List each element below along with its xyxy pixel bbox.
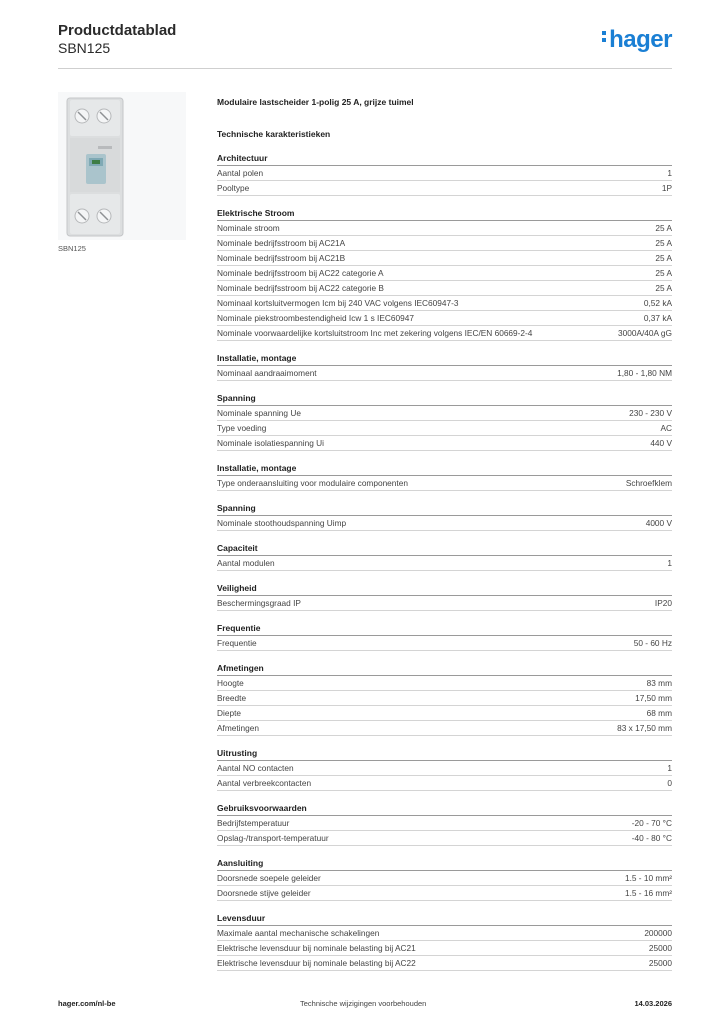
product-description: Modulaire lastscheider 1-polig 25 A, grijze tuimel — [217, 97, 414, 107]
spec-value: 3000A/40A gG — [618, 328, 672, 338]
spec-label: Hoogte — [217, 678, 244, 688]
spec-row — [217, 871, 672, 886]
spec-value: 1 — [667, 558, 672, 568]
spec-value: -40 - 80 °C — [631, 833, 672, 843]
section-title: Architectuur — [217, 153, 672, 166]
spec-row — [217, 516, 672, 531]
spec-row — [217, 691, 672, 706]
spec-value: -20 - 70 °C — [631, 818, 672, 828]
spec-content — [217, 97, 672, 971]
spec-section — [217, 463, 672, 491]
spec-label: Nominale bedrijfsstroom bij AC22 categorie B — [217, 283, 384, 293]
spec-value: 0,52 kA — [643, 298, 672, 308]
spec-value: 0 — [667, 778, 672, 788]
circuit-breaker-icon — [58, 92, 186, 240]
spec-row — [217, 421, 672, 436]
spec-row — [217, 776, 672, 791]
spec-row — [217, 886, 672, 901]
spec-label: Aantal verbreekcontacten — [217, 778, 312, 788]
tech-characteristics-heading: Technische karakteristieken — [217, 129, 331, 139]
spec-value: 25 A — [655, 268, 672, 278]
spec-value: 0,37 kA — [643, 313, 672, 323]
section-title: Gebruiksvoorwaarden — [217, 803, 672, 816]
spec-value: 25 A — [655, 253, 672, 263]
hager-logo[interactable] — [602, 26, 672, 54]
page-title: Productdatablad — [58, 22, 177, 39]
spec-row — [217, 251, 672, 266]
spec-row — [217, 556, 672, 571]
spec-value: 4000 V — [645, 518, 672, 528]
spec-sections — [217, 153, 672, 971]
spec-row — [217, 366, 672, 381]
spec-section — [217, 543, 672, 571]
section-title: Spanning — [217, 393, 672, 406]
spec-label: Nominale isolatiespanning Ui — [217, 438, 324, 448]
spec-row — [217, 676, 672, 691]
spec-row — [217, 926, 672, 941]
spec-label: Aantal modulen — [217, 558, 275, 568]
spec-row — [217, 721, 672, 736]
product-code: SBN125 — [58, 40, 111, 56]
spec-value: 200000 — [644, 928, 672, 938]
product-image — [58, 92, 186, 240]
spec-label: Frequentie — [217, 638, 257, 648]
spec-value: 1P — [661, 183, 672, 193]
header-divider — [58, 68, 672, 69]
footer-date: 14.03.2026 — [634, 999, 672, 1008]
section-title: Afmetingen — [217, 663, 672, 676]
spec-label: Nominale bedrijfsstroom bij AC21A — [217, 238, 346, 248]
spec-value: 68 mm — [646, 708, 672, 718]
spec-row — [217, 221, 672, 236]
spec-label: Nominale bedrijfsstroom bij AC21B — [217, 253, 346, 263]
product-image-caption: SBN125 — [58, 244, 86, 253]
spec-row — [217, 166, 672, 181]
spec-section — [217, 663, 672, 736]
spec-value: 25 A — [655, 283, 672, 293]
spec-value: 1.5 - 10 mm² — [624, 873, 672, 883]
spec-label: Doorsnede stijve geleider — [217, 888, 311, 898]
spec-value: 83 x 17,50 mm — [617, 723, 672, 733]
section-title: Elektrische Stroom — [217, 208, 672, 221]
spec-label: Nominale stroom — [217, 223, 280, 233]
footer-disclaimer: Technische wijzigingen voorbehouden — [300, 999, 427, 1008]
spec-row — [217, 296, 672, 311]
spec-label: Breedte — [217, 693, 247, 703]
spec-value: 1 — [667, 168, 672, 178]
spec-label: Elektrische levensduur bij nominale belasting bij AC22 — [217, 958, 416, 968]
spec-label: Nominaal aandraaimoment — [217, 368, 317, 378]
spec-label: Beschermingsgraad IP — [217, 598, 301, 608]
section-title: Installatie, montage — [217, 353, 672, 366]
section-title: Capaciteit — [217, 543, 672, 556]
logo-dots-icon — [602, 28, 607, 45]
spec-row — [217, 596, 672, 611]
spec-section — [217, 858, 672, 901]
spec-label: Nominale bedrijfsstroom bij AC22 categorie A — [217, 268, 384, 278]
spec-value: 1,80 - 1,80 NM — [617, 368, 672, 378]
spec-row — [217, 406, 672, 421]
footer-website-link[interactable]: hager.com/nl-be — [58, 999, 116, 1008]
spec-row — [217, 706, 672, 721]
spec-row — [217, 476, 672, 491]
spec-value: 83 mm — [646, 678, 672, 688]
spec-row — [217, 636, 672, 651]
spec-row — [217, 816, 672, 831]
spec-label: Nominale voorwaardelijke kortsluitstroom Inc met zekering volgens IEC/EN 60669-2-4 — [217, 328, 533, 338]
spec-value: 25000 — [648, 958, 672, 968]
spec-section — [217, 353, 672, 381]
spec-value: 1.5 - 16 mm² — [624, 888, 672, 898]
spec-label: Nominaal kortsluitvermogen Icm bij 240 VAC volgens IEC60947-3 — [217, 298, 459, 308]
spec-row — [217, 326, 672, 341]
spec-section — [217, 208, 672, 341]
spec-label: Afmetingen — [217, 723, 259, 733]
spec-label: Aantal NO contacten — [217, 763, 294, 773]
spec-value: 17,50 mm — [635, 693, 672, 703]
spec-row — [217, 436, 672, 451]
spec-value: 25 A — [655, 238, 672, 248]
spec-label: Maximale aantal mechanische schakelingen — [217, 928, 380, 938]
spec-row — [217, 831, 672, 846]
spec-label: Nominale spanning Ue — [217, 408, 301, 418]
spec-section — [217, 913, 672, 971]
section-title: Veiligheid — [217, 583, 672, 596]
spec-value: 50 - 60 Hz — [633, 638, 672, 648]
spec-value: 25000 — [648, 943, 672, 953]
spec-value: 440 V — [650, 438, 672, 448]
spec-row — [217, 941, 672, 956]
spec-section — [217, 503, 672, 531]
section-title: Levensduur — [217, 913, 672, 926]
spec-section — [217, 748, 672, 791]
spec-label: Pooltype — [217, 183, 250, 193]
spec-label: Elektrische levensduur bij nominale belasting bij AC21 — [217, 943, 416, 953]
spec-value: 230 - 230 V — [629, 408, 672, 418]
section-title: Aansluiting — [217, 858, 672, 871]
spec-label: Type voeding — [217, 423, 267, 433]
spec-row — [217, 956, 672, 971]
spec-value: AC — [660, 423, 672, 433]
spec-label: Opslag-/transport-temperatuur — [217, 833, 329, 843]
spec-label: Aantal polen — [217, 168, 264, 178]
spec-row — [217, 311, 672, 326]
spec-section — [217, 153, 672, 196]
spec-value: 1 — [667, 763, 672, 773]
spec-section — [217, 583, 672, 611]
spec-row — [217, 761, 672, 776]
spec-label: Diepte — [217, 708, 241, 718]
section-title: Uitrusting — [217, 748, 672, 761]
spec-row — [217, 266, 672, 281]
spec-label: Nominale stoothoudspanning Uimp — [217, 518, 347, 528]
section-title: Spanning — [217, 503, 672, 516]
spec-value: Schroefklem — [625, 478, 672, 488]
section-title: Frequentie — [217, 623, 672, 636]
spec-section — [217, 393, 672, 451]
spec-label: Nominale piekstroombestendigheid Icw 1 s IEC60947 — [217, 313, 414, 323]
spec-label: Type onderaansluiting voor modulaire componenten — [217, 478, 408, 488]
spec-row — [217, 181, 672, 196]
spec-section — [217, 803, 672, 846]
spec-section — [217, 623, 672, 651]
section-title: Installatie, montage — [217, 463, 672, 476]
logo-text: hager — [609, 26, 672, 53]
spec-row — [217, 236, 672, 251]
spec-row — [217, 281, 672, 296]
spec-value: 25 A — [655, 223, 672, 233]
spec-value: IP20 — [654, 598, 672, 608]
spec-label: Bedrijfstemperatuur — [217, 818, 290, 828]
spec-label: Doorsnede soepele geleider — [217, 873, 321, 883]
